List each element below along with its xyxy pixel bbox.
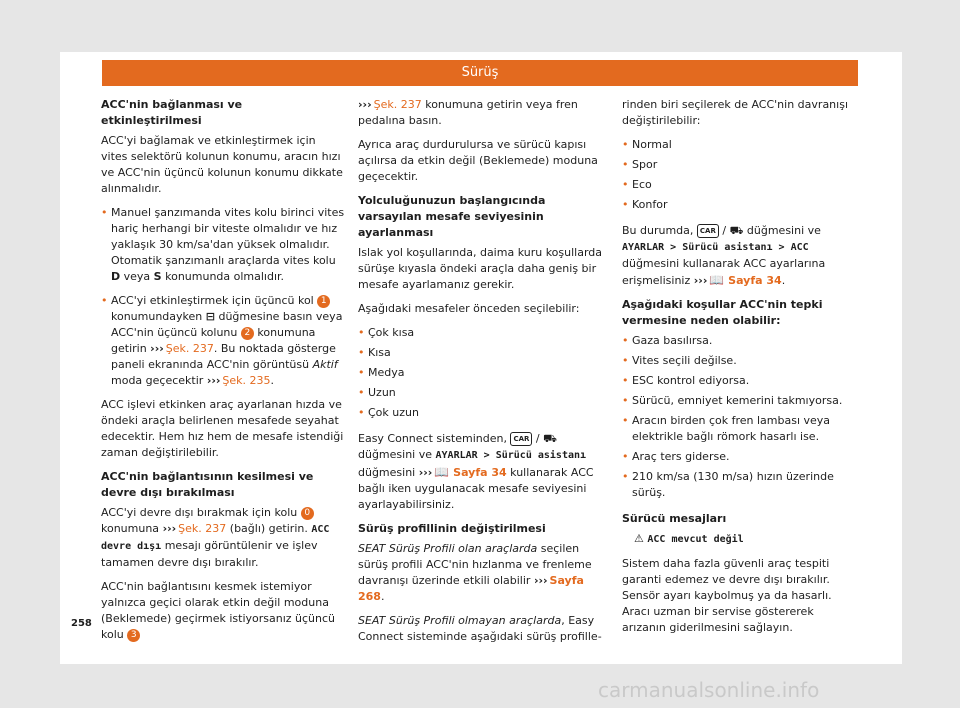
warning-car-icon: ⚠ <box>634 532 644 545</box>
text: kullanarak ACC bağlı iken uygulanacak mesafe seviyesini ayarlayabilirsiniz. <box>358 466 594 511</box>
paragraph <box>358 431 604 513</box>
text: . <box>270 374 275 387</box>
paragraph: Islak yol koşullarında, daima kuru koşullarda sürüşe kıyasla öndeki araçla daha geniş bir mesafe ayarlamanız gerekir. <box>358 246 603 291</box>
link-text: Sayfa 268 <box>358 574 584 603</box>
list-item: • Normal <box>622 137 860 153</box>
link-text: Sayfa 34 <box>453 466 507 479</box>
text: konumuna <box>101 522 163 535</box>
figure-link[interactable] <box>150 342 214 355</box>
list-item: • ESC kontrol ediyorsa. <box>622 373 860 389</box>
text: SEAT Sürüş Profili olan araçlarda <box>358 542 538 555</box>
text: düğmesini kullanarak ACC ayarlarına erişmelisiniz <box>622 257 826 287</box>
book-icon: 📖 <box>709 273 725 287</box>
text: . <box>781 274 786 287</box>
text: veya <box>120 270 154 283</box>
arrow-icon: ››› <box>162 522 177 535</box>
set-button-icon: ⊟ <box>205 310 215 323</box>
arrow-icon: ››› <box>358 98 372 111</box>
list-item: • Gaza basılırsa. <box>622 333 860 349</box>
profile-list <box>622 137 860 213</box>
menu-path: AYARLAR > Sürücü asistanı > ACC <box>622 242 809 253</box>
column-1 <box>101 97 345 651</box>
car-menu-icon: ⛟ <box>729 224 744 237</box>
arrow-icon: ››› <box>150 342 164 355</box>
car-button-icon: CAR <box>697 224 719 238</box>
text: Manuel şanzımanda vites kolu birinci vites hariç herhangi bir viteste olmalıdır ve hız yaklaşık 30 km/sa'dan yüksek olmalıdır. Otomatik şanzımanlı araçlarda vites kolu <box>111 206 345 267</box>
car-button-icon: CAR <box>510 432 532 446</box>
car-menu-icon: ⛟ <box>543 432 557 445</box>
book-icon: 📖 <box>434 465 450 479</box>
text: Easy Connect sisteminden, <box>358 432 511 445</box>
text: ACC'yi etkinleştirmek için üçüncü kol <box>111 294 318 307</box>
paragraph: rinden biri seçilerek de ACC'nin davranışı değiştirilebilir: <box>622 98 848 127</box>
gear-d: D <box>111 270 121 283</box>
watermark: carmanualsonline.info <box>598 678 820 702</box>
paragraph: Ayrıca araç durdurulursa ve sürücü kapısı açılırsa da etkin değil (Beklemede) moduna geçecektir. <box>358 138 598 183</box>
paragraph: ACC'yi bağlamak ve etkinleştirmek için vites selektörü kolunun konumu, aracın hızı ve ACC'nin üçüncü kolunun konumu dikkate alınmalıdır. <box>101 134 343 195</box>
paragraph <box>101 505 345 571</box>
section-header: Sürüş <box>102 60 858 86</box>
page-number: 258 <box>71 618 92 629</box>
text: ACC'yi devre dışı bırakmak için kolu <box>101 506 301 519</box>
text: düğmesine basın veya ACC'nin üçüncü kolunu <box>111 310 343 339</box>
paragraph <box>622 223 860 289</box>
number-badge: 1 <box>317 295 330 308</box>
link-text: Sayfa 34 <box>728 274 782 287</box>
arrow-icon: ››› <box>693 274 708 287</box>
text: . <box>380 590 385 603</box>
distance-list <box>358 325 604 421</box>
mode-text: Aktif <box>312 358 338 371</box>
link-text: Şek. 237 <box>373 98 422 111</box>
text: SEAT Sürüş Profili olmayan araçlarda <box>358 614 562 627</box>
paragraph <box>358 97 604 129</box>
column-3 <box>622 97 860 644</box>
text: , Easy Connect sisteminde aşağıdaki sürüş profille- <box>358 614 602 643</box>
bullet-item <box>101 293 345 389</box>
list-item: • Medya <box>358 365 604 381</box>
page-link[interactable] <box>694 274 782 287</box>
menu-path: AYARLAR > Sürücü asistanı <box>435 450 587 461</box>
heading-acc-connect: ACC'nin bağlanması ve etkinleştirilmesi <box>101 98 243 127</box>
link-text: Şek. 235 <box>222 374 271 387</box>
list-item: • Çok uzun <box>358 405 604 421</box>
gear-s: S <box>153 270 162 283</box>
text: Bu durumda, <box>622 224 697 237</box>
heading-default-distance: Yolculuğunuzun başlangıcında varsayılan mesafe seviyesinin ayarlanması <box>358 194 546 239</box>
number-badge: 3 <box>127 629 140 642</box>
list-item: • Araç ters giderse. <box>622 449 860 465</box>
text: . Bu noktada gösterge paneli ekranında ACC'nin görüntüsü <box>111 342 336 371</box>
text: konumunda olmalıdır. <box>161 270 285 283</box>
link-text: Şek. 237 <box>178 522 227 535</box>
column-2 <box>358 97 604 653</box>
text: seçilen sürüş profili ACC'nin hızlanma ve frenleme davranışı üzerinde etkili olabilir <box>358 542 592 587</box>
list-item: • 210 km/sa (130 m/sa) hızın üzerinde sürüş. <box>622 469 860 501</box>
list-item: • Spor <box>622 157 860 173</box>
text: mesajı görüntülenir ve işlev tamamen devre dışı bırakılır. <box>101 539 318 569</box>
paragraph: Sistem daha fazla güvenli araç tespiti garanti edemez ve devre dışı bırakılır. Sensör ayarı kaybolmuş ya da hasarlı. Aracı uzman bir servise göstererek arızanın giderilmesini sağlayın. <box>622 557 832 634</box>
list-item: • Vites seçili değilse. <box>622 353 860 369</box>
paragraph: Aşağıdaki mesafeler önceden seçilebilir: <box>358 302 580 315</box>
text: düğmesini ve <box>358 448 436 461</box>
arrow-icon: ››› <box>533 574 548 587</box>
list-item: • Eco <box>622 177 860 193</box>
text: ACC'nin bağlantısını kesmek istemiyor yalnızca geçici olarak etkin değil moduna (Beklemede) geçirmek istiyorsanız üçüncü kolu <box>101 580 336 641</box>
driver-message <box>622 531 860 548</box>
text: / <box>532 432 544 445</box>
heading-acc-disconnect: ACC'nin bağlantısının kesilmesi ve devre dışı bırakılması <box>101 470 314 499</box>
list-item: • Kısa <box>358 345 604 361</box>
page-link[interactable] <box>419 466 507 479</box>
list-item: • Çok kısa <box>358 325 604 341</box>
bullet-item <box>101 205 345 285</box>
text: düğmesini ve <box>743 224 821 237</box>
link-text: Şek. 237 <box>165 342 214 355</box>
text: düğmesini <box>358 466 419 479</box>
list-item: • Uzun <box>358 385 604 401</box>
paragraph <box>101 579 345 643</box>
text: / <box>718 224 730 237</box>
text: (bağlı) getirin. <box>226 522 312 535</box>
figure-link[interactable] <box>207 374 271 387</box>
text: moda geçecektir <box>111 374 207 387</box>
display-message: ACC devre dışı <box>101 524 330 552</box>
figure-link[interactable] <box>358 98 422 111</box>
arrow-icon: ››› <box>418 466 433 479</box>
condition-list <box>622 333 860 501</box>
text: konumuna getirin <box>111 326 316 355</box>
number-badge: 0 <box>301 507 314 520</box>
list-item: • Sürücü, emniyet kemerini takmıyorsa. <box>622 393 860 409</box>
text: konumundayken <box>111 310 206 323</box>
text: konumuna getirin veya fren pedalına basın. <box>358 98 578 127</box>
heading-driving-profile: Sürüş profillinin değiştirilmesi <box>358 522 546 535</box>
figure-link[interactable] <box>163 522 227 535</box>
paragraph: ACC işlevi etkinken araç ayarlanan hızda ve öndeki araçla belirlenen mesafede seyahat edecektir. Hem hız hem de mesafe istendiği zaman değiştirilebilir. <box>101 398 344 459</box>
heading-acc-reaction: Aşağıdaki koşullar ACC'nin tepki vermesine neden olabilir: <box>622 298 823 327</box>
paragraph <box>358 541 604 605</box>
paragraph <box>358 613 604 645</box>
heading-driver-messages: Sürücü mesajları <box>622 512 727 525</box>
display-message: ACC mevcut değil <box>647 534 744 545</box>
list-item: • Aracın birden çok fren lambası veya elektrikle bağlı römork hasarlı ise. <box>622 413 860 445</box>
list-item: • Konfor <box>622 197 860 213</box>
number-badge: 2 <box>241 327 254 340</box>
arrow-icon: ››› <box>206 374 221 387</box>
